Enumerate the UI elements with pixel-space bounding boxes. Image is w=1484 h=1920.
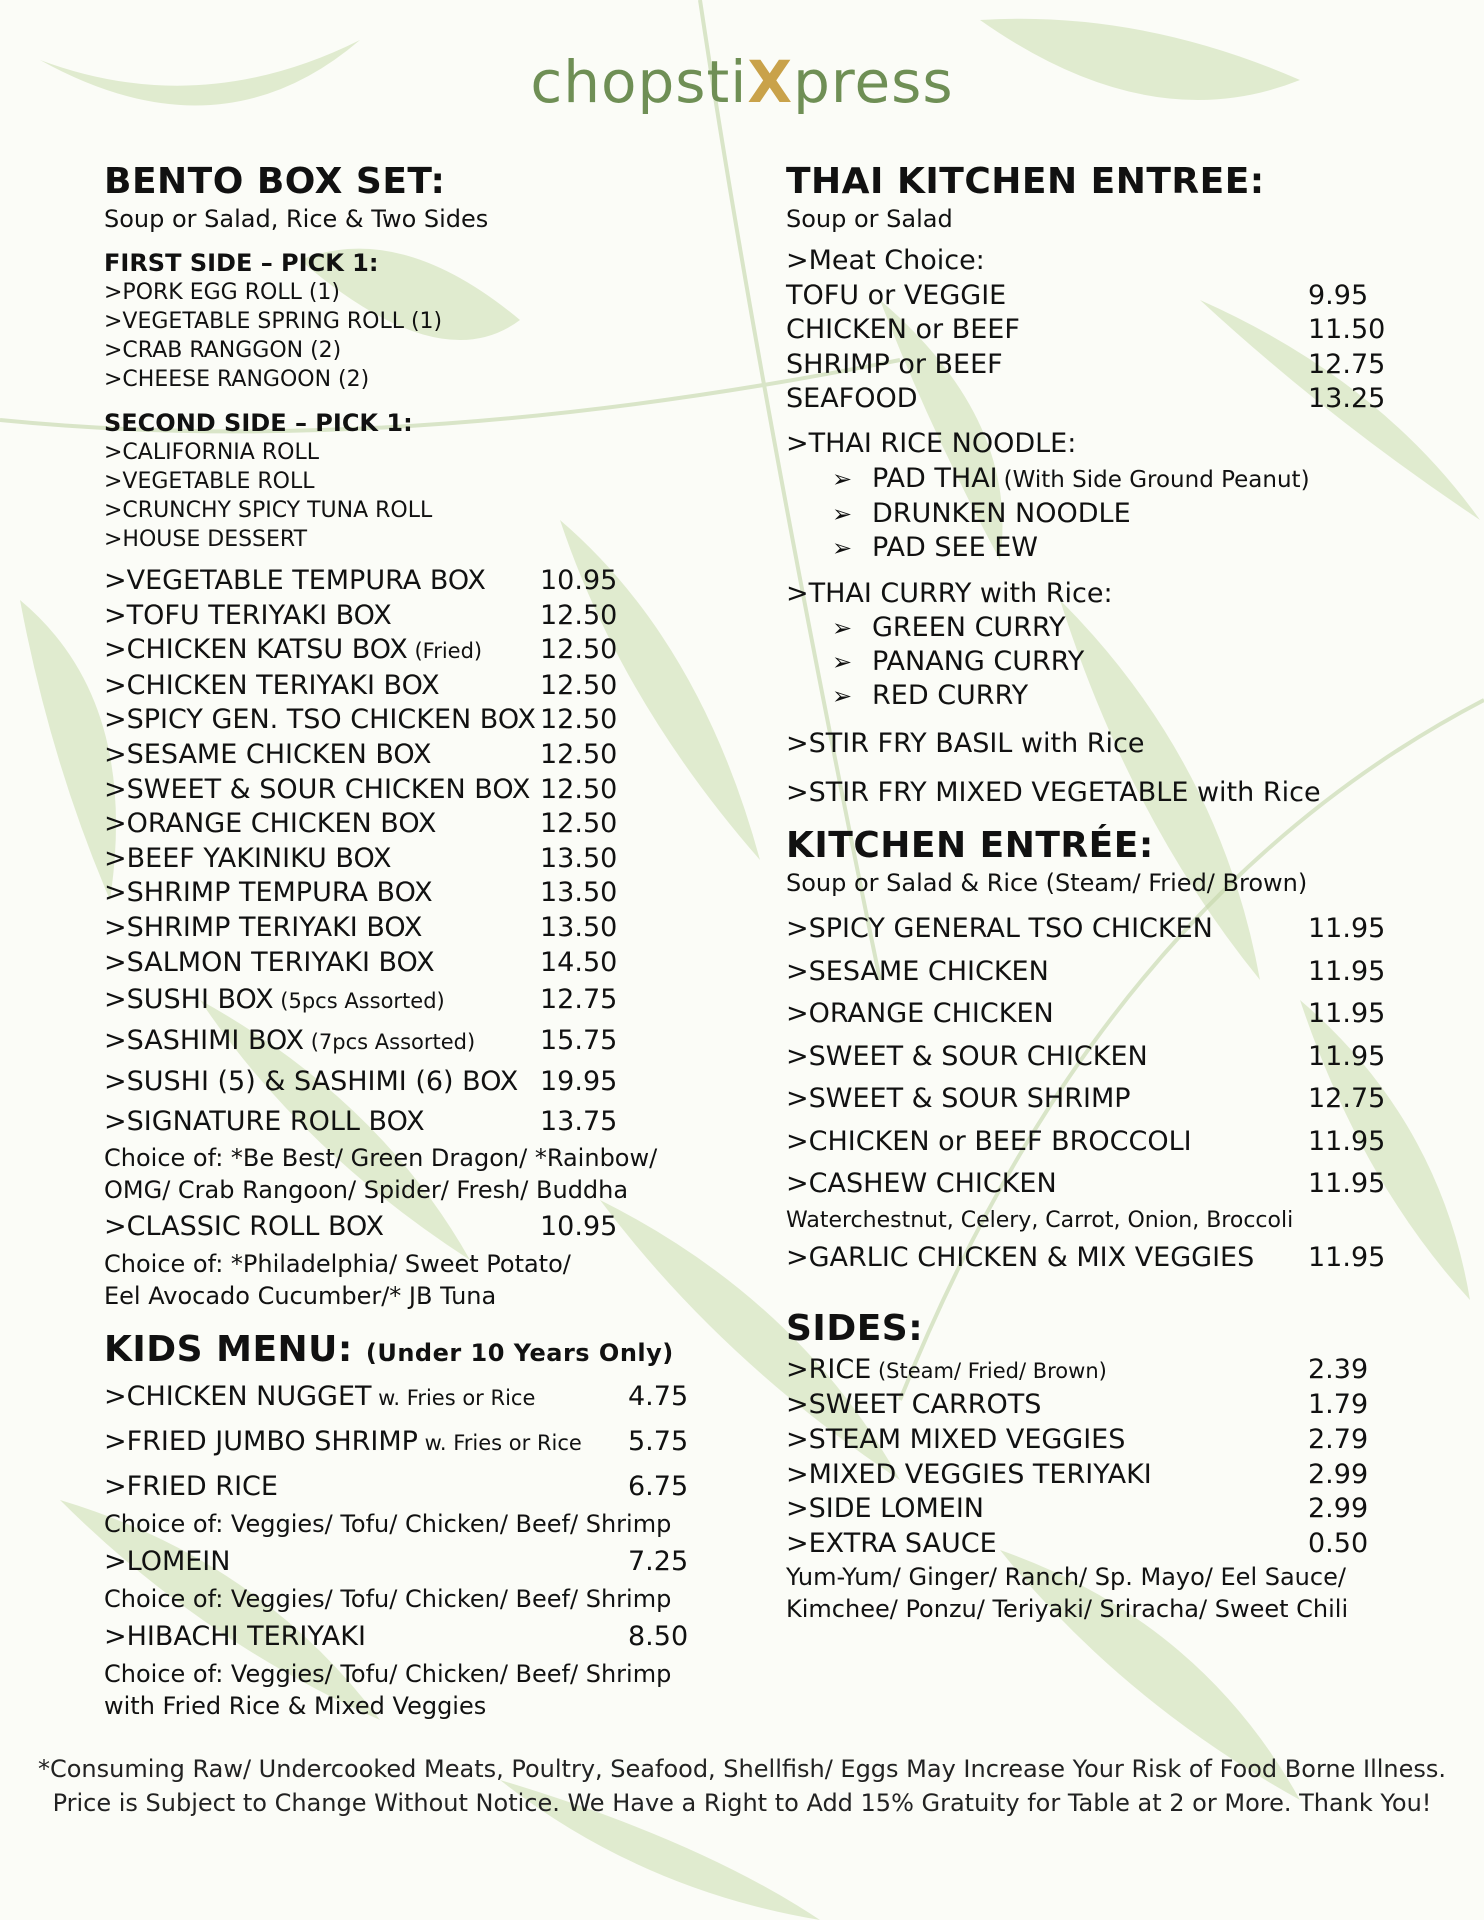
list-item (786, 531, 1386, 565)
item-name: >SHRIMP TERIYAKI BOX (104, 911, 423, 943)
sides-items (786, 1353, 1386, 1626)
list-item: >HOUSE DESSERT (104, 527, 308, 552)
item-note: (7pcs Assorted) (304, 1030, 476, 1055)
item-price: 1.79 (1308, 1389, 1369, 1421)
curry-label-text: >THAI CURRY with Rice: (786, 577, 1113, 609)
item-price: 13.50 (540, 911, 618, 943)
kitchen-items (786, 908, 1386, 1281)
item-price: 11.95 (1308, 1040, 1386, 1072)
menu-row (104, 980, 724, 1021)
list-item: >CRAB RANGGON (2) (104, 338, 342, 363)
item-name: >CHICKEN NUGGET (104, 1381, 372, 1413)
menu-row (786, 951, 1386, 994)
item-note: (5pcs Assorted) (273, 989, 445, 1014)
item-name: >CHICKEN or BEEF BROCCOLI (786, 1125, 1192, 1157)
item-name: >ORANGE CHICKEN BOX (104, 808, 437, 840)
item-name: >SWEET & SOUR CHICKEN BOX (104, 773, 531, 805)
brand-suffix: press (793, 48, 954, 116)
menu-row (786, 1163, 1386, 1206)
menu-row (786, 908, 1386, 951)
menu-row (104, 1465, 724, 1508)
item-price: 12.75 (1308, 1083, 1386, 1115)
noodle-label-text: >THAI RICE NOODLE: (786, 427, 1077, 459)
item-name: >ORANGE CHICKEN (786, 998, 1054, 1030)
list-item (786, 462, 1386, 497)
menu-row (104, 876, 724, 911)
item-price: 0.50 (1308, 1527, 1369, 1559)
menu-row (104, 599, 724, 634)
item-price: 9.95 (1308, 279, 1369, 311)
item-price: 13.50 (540, 877, 618, 909)
arrow-icon: ➢ (832, 464, 853, 493)
menu-row (786, 1121, 1386, 1164)
menu-row (786, 1527, 1386, 1562)
item-price: 13.25 (1308, 383, 1386, 415)
item-note: (Fried) (407, 639, 483, 664)
item-name: >SPICY GEN. TSO CHICKEN BOX (104, 704, 536, 736)
item-price: 7.25 (628, 1546, 689, 1578)
menu-row (786, 1078, 1386, 1121)
item-price: 12.50 (540, 738, 618, 770)
item-name: >SPICY GENERAL TSO CHICKEN (786, 913, 1213, 945)
item-name: >RICE (786, 1353, 872, 1385)
thai-subtitle: Soup or Salad (786, 205, 953, 233)
list-item: >CALIFORNIA ROLL (104, 440, 319, 465)
item-name: >CLASSIC ROLL BOX (104, 1211, 385, 1243)
item-description: Waterchestnut, Celery, Carrot, Onion, Broccoli (786, 1207, 1294, 1233)
kids-title-text: KIDS MENU: (104, 1329, 353, 1371)
item-note: w. Fries or Rice (371, 1386, 536, 1411)
signature-choice: OMG/ Crab Rangoon/ Spider/ Fresh/ Buddha (104, 1176, 629, 1205)
menu-row (786, 1353, 1386, 1389)
bento-title: BENTO BOX SET: (104, 161, 446, 202)
item-price: 10.95 (540, 1211, 618, 1243)
item-name: >SHRIMP TEMPURA BOX (104, 877, 433, 909)
menu-row (104, 807, 724, 842)
kitchen-title: KITCHEN ENTRÉE: (786, 825, 1154, 867)
item-name: >SALMON TERIYAKI BOX (104, 946, 435, 978)
brand-logo (0, 48, 1484, 116)
menu-row (104, 633, 724, 669)
item-price: 5.75 (628, 1426, 689, 1458)
item-name: >HIBACHI TERIYAKI (104, 1621, 366, 1653)
list-item: >CRUNCHY SPICY TUNA ROLL (104, 498, 433, 523)
item-name: >FRIED JUMBO SHRIMP (104, 1426, 418, 1458)
item-name: >SWEET CARROTS (786, 1389, 1042, 1421)
item-note: w. Fries or Rice (417, 1431, 582, 1456)
list-item: >VEGETABLE SPRING ROLL (1) (104, 309, 443, 334)
arrow-icon: ➢ (832, 682, 853, 711)
noodle-label (786, 427, 1386, 462)
classic-choice: Eel Avocado Cucumber/* JB Tuna (104, 1282, 497, 1311)
arrow-icon: ➢ (832, 648, 853, 677)
item-price: 4.75 (628, 1381, 689, 1413)
item-name: >STEAM MIXED VEGGIES (786, 1424, 1126, 1456)
item-name: PAD SEE EW (872, 531, 1038, 563)
list-item: >CHEESE RANGOON (2) (104, 367, 370, 392)
menu-row (786, 348, 1386, 383)
item-name: >FRIED RICE (104, 1471, 278, 1503)
item-price: 11.95 (1308, 913, 1386, 945)
item-price: 2.79 (1308, 1424, 1369, 1456)
list-item: >PORK EGG ROLL (1) (104, 280, 340, 305)
menu-row (104, 738, 724, 773)
item-name: PANANG CURRY (872, 646, 1085, 678)
item-name: >EXTRA SAUCE (786, 1527, 997, 1559)
arrow-icon: ➢ (832, 614, 853, 643)
item-name: >SUSHI BOX (104, 984, 274, 1016)
meat-label (786, 244, 1386, 279)
footer-line: Price is Subject to Change Without Notice. We Have a Right to Add 15% Gratuity for Table at 2 or More. Thank You! (52, 1789, 1432, 1817)
menu-row (104, 1062, 724, 1102)
item-name: GREEN CURRY (872, 612, 1066, 644)
second-side-title: SECOND SIDE – PICK 1: (104, 409, 413, 437)
menu-row (104, 1206, 724, 1248)
menu-row (786, 279, 1386, 314)
second-side-list (104, 438, 724, 554)
menu-row (786, 1388, 1386, 1423)
item-price: 12.50 (540, 599, 618, 631)
item-name: >SESAME CHICKEN BOX (104, 738, 432, 770)
menu-row (104, 946, 724, 981)
menu-row (786, 1458, 1386, 1493)
item-price: 8.50 (628, 1621, 689, 1653)
item-note: (Steam/ Fried/ Brown) (871, 1358, 1107, 1383)
menu-row (104, 1021, 724, 1062)
item-name: >CHICKEN TERIYAKI BOX (104, 669, 440, 701)
item-price: 6.75 (628, 1471, 689, 1503)
menu-row (104, 911, 724, 946)
item-name: >LOMEIN (104, 1546, 231, 1578)
left-column (104, 160, 724, 1722)
item-choice: Choice of: Veggies/ Tofu/ Chicken/ Beef/ Shrimp (104, 1585, 672, 1614)
menu-row (786, 1423, 1386, 1458)
menu-row (104, 1615, 724, 1658)
item-name: >BEEF YAKINIKU BOX (104, 842, 392, 874)
item-name: >CHICKEN KATSU BOX (104, 634, 408, 666)
kitchen-subtitle: Soup or Salad & Rice (Steam/ Fried/ Brown) (786, 869, 1308, 898)
kids-title-note: (Under 10 Years Only) (365, 1339, 674, 1368)
list-item (786, 645, 1386, 679)
item-name: SHRIMP or BEEF (786, 348, 1003, 380)
signature-choice: Choice of: *Be Best/ Green Dragon/ *Rainbow/ (104, 1144, 658, 1173)
item-name: >STIR FRY MIXED VEGETABLE with Rice (786, 776, 1321, 808)
item-name: PAD THAI (872, 462, 998, 494)
menu-row (786, 1492, 1386, 1527)
sauce-list: Kimchee/ Ponzu/ Teriyaki/ Sriracha/ Sweet Chili (786, 1595, 1349, 1624)
menu-row (104, 1420, 724, 1465)
item-name: >SIDE LOMEIN (786, 1493, 985, 1525)
item-price: 12.75 (540, 984, 618, 1016)
list-item: >VEGETABLE ROLL (104, 469, 315, 494)
item-choice: Choice of: Veggies/ Tofu/ Chicken/ Beef/ Shrimp (104, 1660, 672, 1689)
list-item (786, 679, 1386, 713)
item-price: 12.50 (540, 808, 618, 840)
thai-title: THAI KITCHEN ENTREE: (786, 161, 1265, 202)
list-item (786, 497, 1386, 531)
first-side-title: FIRST SIDE – PICK 1: (104, 249, 379, 277)
thai-meat-list (786, 244, 1386, 417)
item-choice: Choice of: Veggies/ Tofu/ Chicken/ Beef/ Shrimp (104, 1510, 672, 1539)
item-price: 11.95 (1308, 955, 1386, 987)
bento-subtitle: Soup or Salad, Rice & Two Sides (104, 205, 489, 233)
item-price: 12.50 (540, 669, 618, 701)
item-price: 11.50 (1308, 314, 1386, 346)
item-price: 11.95 (1308, 1241, 1386, 1273)
item-name: RED CURRY (872, 680, 1029, 712)
right-column (786, 160, 1386, 1625)
item-price: 15.75 (540, 1025, 618, 1057)
first-side-list (104, 278, 724, 394)
item-choice: with Fried Rice & Mixed Veggies (104, 1692, 487, 1721)
item-name: >CASHEW CHICKEN (786, 1168, 1057, 1200)
menu-row (104, 1540, 724, 1583)
list-item (786, 611, 1386, 645)
item-price: 13.75 (540, 1106, 618, 1138)
item-name: >GARLIC CHICKEN & MIX VEGGIES (786, 1241, 1255, 1273)
item-price: 11.95 (1308, 1168, 1386, 1200)
item-price: 11.95 (1308, 998, 1386, 1030)
arrow-icon: ➢ (832, 533, 853, 562)
item-price: 2.39 (1308, 1353, 1369, 1385)
item-name: >SIGNATURE ROLL BOX (104, 1106, 425, 1138)
menu-row (104, 773, 724, 808)
item-name: >SASHIMI BOX (104, 1025, 305, 1057)
item-note: (With Side Ground Peanut) (1003, 466, 1310, 493)
item-name: TOFU or VEGGIE (786, 279, 1007, 311)
item-price: 12.50 (540, 634, 618, 666)
item-price: 12.50 (540, 773, 618, 805)
item-price: 14.50 (540, 946, 618, 978)
item-name: DRUNKEN NOODLE (872, 497, 1131, 529)
item-name: >TOFU TERIYAKI BOX (104, 599, 392, 631)
item-name: >SWEET & SOUR SHRIMP (786, 1083, 1131, 1115)
item-price: 2.99 (1308, 1493, 1369, 1525)
item-price: 11.95 (1308, 1125, 1386, 1157)
menu-row (786, 1235, 1386, 1281)
menu-row (104, 1375, 724, 1420)
item-name: CHICKEN or BEEF (786, 314, 1020, 346)
item-price: 12.50 (540, 704, 618, 736)
menu-row (786, 1036, 1386, 1079)
sides-title: SIDES: (786, 1307, 924, 1349)
menu-row (104, 703, 724, 738)
item-price: 2.99 (1308, 1458, 1369, 1490)
kids-items (104, 1375, 724, 1722)
stir-fry-vegetable (786, 776, 1386, 811)
item-price: 13.50 (540, 842, 618, 874)
menu-row (104, 669, 724, 704)
arrow-icon: ➢ (832, 499, 853, 528)
item-name: >SESAME CHICKEN (786, 955, 1049, 987)
menu-row (104, 1102, 724, 1142)
menu-row (104, 842, 724, 877)
kids-title (104, 1328, 724, 1375)
item-name: >MIXED VEGGIES TERIYAKI (786, 1458, 1152, 1490)
item-price: 19.95 (540, 1066, 618, 1098)
meat-label-text: >Meat Choice: (786, 245, 985, 276)
brand-prefix: chopsti (530, 48, 748, 116)
item-name: >VEGETABLE TEMPURA BOX (104, 565, 486, 596)
brand-chopsticks-x: X (747, 48, 794, 116)
menu-row (786, 382, 1386, 417)
item-name: >SUSHI (5) & SASHIMI (6) BOX (104, 1066, 519, 1098)
menu-row (104, 564, 724, 599)
curry-label (786, 577, 1386, 612)
footer-line: *Consuming Raw/ Undercooked Meats, Poultry, Seafood, Shellfish/ Eggs May Increase Your Risk of Food Borne Illness. (37, 1755, 1447, 1783)
menu-row (786, 993, 1386, 1036)
footer-disclaimer (0, 1752, 1484, 1820)
stir-fry-basil (786, 727, 1386, 762)
item-price: 12.75 (1308, 348, 1386, 380)
item-name: SEAFOOD (786, 383, 918, 415)
menu-row (786, 313, 1386, 348)
sauce-list: Yum-Yum/ Ginger/ Ranch/ Sp. Mayo/ Eel Sauce/ (786, 1563, 1346, 1592)
bento-items (104, 564, 724, 1312)
item-name: >STIR FRY BASIL with Rice (786, 728, 1145, 760)
item-price: 10.95 (540, 565, 618, 596)
item-name: >SWEET & SOUR CHICKEN (786, 1040, 1148, 1072)
classic-choice: Choice of: *Philadelphia/ Sweet Potato/ (104, 1250, 571, 1279)
